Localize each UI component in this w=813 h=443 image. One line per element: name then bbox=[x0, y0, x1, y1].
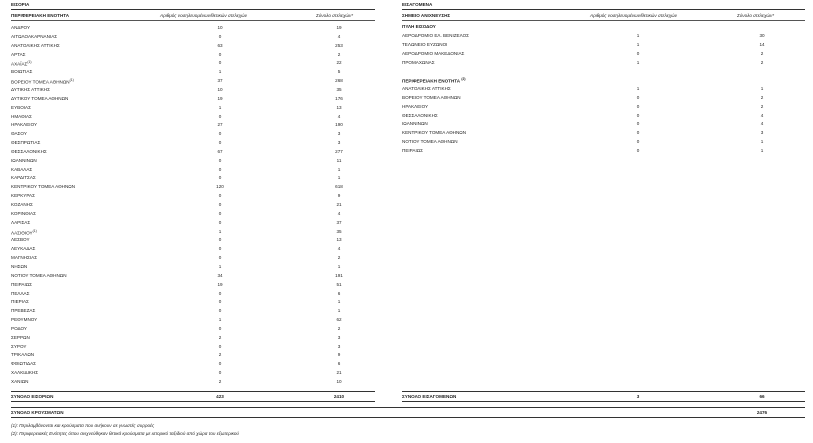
row-total-count: 3 bbox=[760, 130, 764, 136]
row-name: ΔΥΤΙΚΟΥ ΤΟΜΕΑ ΑΘΗΝΩΝ bbox=[11, 95, 69, 101]
table-row bbox=[11, 218, 375, 227]
row-name: ΝΗΣΩΝ bbox=[11, 263, 28, 269]
row-name: ΠΡΕΒΕΖΑΣ bbox=[11, 308, 36, 314]
row-name: ΘΑΣΟΥ bbox=[11, 131, 27, 137]
table-row bbox=[11, 23, 375, 32]
row-total-count: 3 bbox=[337, 334, 341, 340]
row-name: ΠΡΟΜΑΧΩΝΑΣ bbox=[402, 59, 435, 65]
row-name: ΠΕΛΛΑΣ bbox=[11, 290, 30, 296]
table-row bbox=[11, 129, 375, 138]
row-active-count: 0 bbox=[636, 121, 640, 127]
grand-total-bottom-rule bbox=[11, 417, 805, 418]
row-total-count: 6 bbox=[337, 361, 341, 367]
row-total-count: 21 bbox=[336, 202, 342, 207]
footnote-1: (1): Περιλαμβάνονται και κρούσματα που ανήκουν σε γνωστές συρροές bbox=[11, 423, 155, 428]
row-active-count: 120 bbox=[216, 184, 224, 190]
row-active-count: 19 bbox=[217, 281, 223, 287]
row-name: ΚΕΝΤΡΙΚΟΥ ΤΟΜΕΑ ΑΘΗΝΩΝ bbox=[402, 130, 467, 136]
row-active-count: 0 bbox=[218, 210, 222, 216]
row-total-count: 4 bbox=[337, 210, 341, 216]
table-row bbox=[11, 253, 375, 262]
row-active-count: 1 bbox=[636, 59, 640, 65]
row-name: ΚΑΒΑΛΑΣ bbox=[11, 166, 33, 172]
table-row bbox=[11, 244, 375, 253]
row-total-count: 11 bbox=[336, 157, 342, 163]
row-name: ΑΙΤΩΛΟΑΚΑΡΝΑΝΙΑΣ bbox=[11, 33, 58, 39]
row-name: ΠΕΙΡΑΙΩΣ bbox=[11, 281, 32, 287]
row-name: ΑΝΔΡΟΥ bbox=[11, 25, 31, 30]
row-total-count: 6 bbox=[337, 290, 341, 296]
left-total-active: 423 bbox=[216, 394, 224, 399]
table-row bbox=[402, 31, 805, 40]
left-col-region: ΠΕΡΙΦΕΡΕΙΑΚΗ ΕΝΟΤΗΤΑ bbox=[11, 13, 70, 18]
row-name: ΚΕΝΤΡΙΚΟΥ ΤΟΜΕΑ ΑΘΗΝΩΝ bbox=[11, 184, 76, 190]
row-active-count: 0 bbox=[218, 175, 222, 181]
row-active-count: 0 bbox=[636, 103, 640, 109]
row-name: ΛΕΣΒΟΥ bbox=[11, 237, 30, 243]
table-row bbox=[11, 67, 375, 76]
row-active-count: 0 bbox=[218, 140, 222, 146]
row-active-count: 0 bbox=[218, 361, 222, 367]
row-name: ΝΟΤΙΟΥ ΤΟΜΕΑ ΑΘΗΝΩΝ bbox=[11, 272, 67, 278]
row-active-count: 1 bbox=[636, 86, 640, 91]
row-total-count: 1 bbox=[337, 308, 341, 314]
row-active-count: 63 bbox=[217, 42, 223, 48]
left-col-total: Σύνολο στελεχών* bbox=[316, 13, 354, 18]
table-row bbox=[402, 146, 805, 155]
left-col-active: Αριθμός νοσηλευομένων/θετικών στελεχών bbox=[160, 13, 248, 18]
table-row bbox=[11, 182, 375, 191]
row-active-count: 0 bbox=[218, 157, 222, 163]
row-total-count: 4 bbox=[760, 112, 764, 118]
row-name: ΦΘΙΩΤΙΔΑΣ bbox=[11, 361, 37, 367]
row-active-count: 0 bbox=[218, 299, 222, 305]
row-name: ΒΟΙΩΤΙΑΣ bbox=[11, 69, 33, 75]
left-header-rule bbox=[11, 20, 375, 21]
row-active-count: 0 bbox=[218, 166, 222, 172]
row-total-count: 1 bbox=[337, 175, 341, 181]
row-active-count: 0 bbox=[218, 343, 222, 349]
row-total-count: 2 bbox=[337, 51, 341, 57]
left-total-bottom-rule bbox=[11, 401, 375, 402]
row-total-count: 37 bbox=[336, 219, 342, 225]
table-row bbox=[11, 58, 375, 67]
row-active-count: 27 bbox=[217, 122, 223, 128]
row-name: ΜΑΓΝΗΣΙΑΣ bbox=[11, 255, 38, 261]
row-total-count: 35 bbox=[336, 86, 342, 92]
row-total-count: 4 bbox=[760, 121, 764, 127]
table-row bbox=[11, 209, 375, 218]
row-active-count: 1 bbox=[636, 41, 640, 47]
row-total-count: 1 bbox=[760, 139, 764, 145]
row-name: ΠΙΕΡΙΑΣ bbox=[11, 299, 29, 305]
row-active-count: 0 bbox=[218, 60, 222, 66]
row-name: ΑΕΡΟΔΡΟΜΙΟ ΜΑΚΕΔΟΝΙΑΣ bbox=[402, 50, 465, 56]
row-total-count: 2 bbox=[760, 103, 764, 109]
row-total-count: 277 bbox=[335, 148, 343, 154]
row-active-count: 34 bbox=[217, 272, 223, 278]
row-total-count: 1 bbox=[760, 147, 764, 153]
row-total-count: 1 bbox=[760, 86, 764, 91]
row-total-count: 3 bbox=[337, 131, 341, 137]
row-name: ΚΑΡΔΙΤΣΑΣ bbox=[11, 175, 36, 181]
row-name: ΙΩΑΝΝΙΝΩΝ bbox=[11, 157, 37, 163]
row-total-count: 176 bbox=[335, 95, 343, 101]
row-active-count: 0 bbox=[218, 290, 222, 296]
row-active-count: 1 bbox=[218, 69, 222, 75]
row-name: ΒΟΡΕΙΟΥ ΤΟΜΕΑ ΑΘΗΝΩΝ bbox=[402, 94, 461, 100]
table-row bbox=[11, 85, 375, 94]
table-row bbox=[11, 271, 375, 280]
table-row bbox=[402, 128, 805, 137]
table-row bbox=[11, 147, 375, 156]
row-active-count: 0 bbox=[218, 325, 222, 331]
row-name: ΛΕΥΚΑΔΑΣ bbox=[11, 246, 36, 252]
table-row bbox=[11, 94, 375, 103]
row-name: ΚΟΡΙΝΘΙΑΣ bbox=[11, 210, 36, 216]
row-name: ΙΩΑΝΝΙΝΩΝ bbox=[402, 121, 428, 127]
table-row bbox=[11, 342, 375, 351]
table-row bbox=[402, 58, 805, 67]
row-active-count: 19 bbox=[217, 95, 223, 101]
row-active-count: 2 bbox=[218, 352, 222, 358]
table-row bbox=[402, 102, 805, 111]
footnote-2: (2): Περιφερειακές Ενότητες όπου ανιχνεύθηκαν θετικά κρούσματα με ιστορικό ταξιδιού από χώρα του εξωτερικού bbox=[11, 431, 239, 436]
row-total-count: 10 bbox=[336, 379, 342, 384]
row-active-count: 1 bbox=[636, 33, 640, 38]
table-row bbox=[11, 368, 375, 377]
table-row bbox=[11, 200, 375, 209]
row-active-count: 0 bbox=[218, 219, 222, 225]
row-name: ΚΕΡΚΥΡΑΣ bbox=[11, 193, 35, 199]
row-name: ΝΟΤΙΟΥ ΤΟΜΕΑ ΑΘΗΝΩΝ bbox=[402, 139, 458, 145]
row-name: ΣΕΡΡΩΝ bbox=[11, 334, 30, 340]
row-total-count: 3 bbox=[337, 343, 341, 349]
row-name: ΒΟΡΕΙΟΥ ΤΟΜΕΑ ΑΘΗΝΩΝ$^{(1)}$ bbox=[11, 78, 74, 85]
row-active-count: 0 bbox=[218, 131, 222, 137]
row-name: ΕΥΒΟΙΑΣ bbox=[11, 104, 31, 110]
left-top-rule bbox=[11, 9, 375, 10]
row-total-count: 2 bbox=[337, 325, 341, 331]
table-row bbox=[11, 41, 375, 50]
table-row bbox=[11, 350, 375, 359]
row-name: ΗΜΑΘΙΑΣ bbox=[11, 113, 32, 119]
row-active-count: 0 bbox=[218, 255, 222, 261]
row-active-count: 1 bbox=[218, 317, 222, 323]
row-name: ΑΝΑΤΟΛΙΚΗΣ ΑΤΤΙΚΗΣ bbox=[11, 42, 60, 48]
table-row bbox=[11, 120, 375, 129]
grand-total-value: 2476 bbox=[756, 410, 768, 415]
row-name: ΗΡΑΚΛΕΙΟΥ bbox=[11, 122, 38, 128]
row-name: ΑΝΑΤΟΛΙΚΗΣ ΑΤΤΙΚΗΣ bbox=[402, 86, 451, 91]
table-row bbox=[11, 315, 375, 324]
row-total-count: 268 bbox=[335, 78, 343, 84]
row-total-count: 4 bbox=[337, 33, 341, 39]
row-active-count: 0 bbox=[218, 193, 222, 199]
row-name: ΑΕΡΟΔΡΟΜΙΟ ΕΛ. ΒΕΝΙΖΕΛΟΣ bbox=[402, 33, 469, 38]
right-col-point: ΣΗΜΕΙΟ ΑΝΙΧΝΕΥΣΗΣ bbox=[402, 13, 451, 18]
row-active-count: 2 bbox=[218, 379, 222, 384]
table-row bbox=[11, 50, 375, 59]
right-total-label: ΣΥΝΟΛΟ ΕΙΣΑΓΟΜΕΝΩΝ bbox=[402, 394, 457, 399]
table-row bbox=[11, 235, 375, 244]
row-active-count: 0 bbox=[636, 94, 640, 100]
row-total-count: 2 bbox=[760, 94, 764, 100]
table-row bbox=[11, 333, 375, 342]
right-col-total: Σύνολο στελεχών* bbox=[737, 13, 775, 18]
right-section-title: ΕΙΣΑΓΟΜΕΝΑ bbox=[402, 2, 433, 7]
table-row bbox=[402, 93, 805, 102]
row-total-count: 13 bbox=[336, 237, 342, 243]
table-row bbox=[11, 103, 375, 112]
row-total-count: 30 bbox=[759, 33, 765, 38]
grand-total-top-rule bbox=[11, 407, 805, 408]
table-row bbox=[11, 227, 375, 236]
row-total-count: 191 bbox=[335, 272, 343, 278]
row-name: ΚΟΖΑΝΗΣ bbox=[11, 202, 33, 207]
right-top-rule bbox=[402, 9, 805, 10]
row-name: ΤΡΙΚΑΛΩΝ bbox=[11, 352, 35, 358]
table-row bbox=[11, 165, 375, 174]
row-name: ΘΕΣΣΑΛΟΝΙΚΗΣ bbox=[11, 148, 47, 154]
row-total-count: 62 bbox=[336, 317, 342, 323]
row-name: ΧΑΛΚΙΔΙΚΗΣ bbox=[11, 370, 39, 376]
row-active-count: 0 bbox=[636, 112, 640, 118]
row-name: ΡΟΔΟΥ bbox=[11, 325, 28, 331]
row-name: ΘΕΣΠΡΩΤΙΑΣ bbox=[11, 140, 41, 146]
row-active-count: 0 bbox=[636, 139, 640, 145]
row-total-count: 3 bbox=[337, 140, 341, 146]
right-group1-title: ΠΥΛΗ ΕΙΣΟΔΟΥ bbox=[402, 24, 436, 29]
left-section-title: ΕΙΣΟΡΙΑ bbox=[11, 2, 30, 7]
table-row bbox=[402, 84, 805, 93]
table-row bbox=[402, 111, 805, 120]
row-total-count: 253 bbox=[335, 42, 343, 48]
table-row bbox=[11, 324, 375, 333]
row-name: ΤΕΛΩΝΕΙΟ ΕΥΖΩΝΟΙ bbox=[402, 41, 448, 47]
table-row bbox=[11, 173, 375, 182]
table-row bbox=[11, 112, 375, 121]
row-total-count: 190 bbox=[335, 122, 343, 128]
row-name: ΑΡΤΑΣ bbox=[11, 51, 26, 57]
row-active-count: 0 bbox=[218, 370, 222, 376]
row-name: ΣΥΡΟΥ bbox=[11, 343, 27, 349]
row-total-count: 51 bbox=[336, 281, 342, 287]
row-total-count: 21 bbox=[336, 370, 342, 376]
row-total-count: 2 bbox=[337, 255, 341, 261]
row-active-count: 10 bbox=[217, 25, 223, 30]
row-total-count: 1 bbox=[337, 166, 341, 172]
row-total-count: 13 bbox=[336, 104, 342, 110]
row-total-count: 19 bbox=[336, 25, 342, 30]
right-group2-title: ΠΕΡΙΦΕΡΕΙΑΚΗ ΕΝΟΤΗΤΑ $^{(2)}$ bbox=[402, 77, 466, 84]
right-col-active: Αριθμός νοσηλευομένων/θετικών στελεχών bbox=[590, 13, 678, 18]
row-active-count: 0 bbox=[636, 50, 640, 56]
table-row bbox=[402, 40, 805, 49]
table-row bbox=[402, 49, 805, 58]
row-total-count: 1 bbox=[337, 299, 341, 305]
row-total-count: 5 bbox=[337, 69, 341, 75]
table-row bbox=[11, 289, 375, 298]
table-row bbox=[11, 377, 375, 386]
row-active-count: 1 bbox=[218, 263, 222, 269]
row-active-count: 2 bbox=[218, 334, 222, 340]
row-name: ΗΡΑΚΛΕΙΟΥ bbox=[402, 103, 429, 109]
table-row bbox=[11, 280, 375, 289]
table-row bbox=[11, 156, 375, 165]
row-name: ΔΥΤΙΚΗΣ ΑΤΤΙΚΗΣ bbox=[11, 86, 50, 92]
right-header-rule bbox=[402, 20, 805, 21]
row-total-count: 2 bbox=[760, 59, 764, 65]
row-total-count: 35 bbox=[336, 228, 342, 234]
row-total-count: 9 bbox=[337, 193, 341, 199]
row-name: ΑΧΑΪΑΣ$^{(1)}$ bbox=[11, 60, 32, 67]
row-active-count: 0 bbox=[218, 237, 222, 243]
row-active-count: 0 bbox=[218, 33, 222, 39]
left-total-all: 2410 bbox=[333, 394, 345, 399]
row-name: ΛΑΣΙΘΙΟΥ$^{(1)}$ bbox=[11, 228, 37, 236]
row-active-count: 0 bbox=[218, 51, 222, 57]
row-total-count: 9 bbox=[337, 352, 341, 358]
row-active-count: 0 bbox=[218, 202, 222, 207]
right-total-bottom-rule bbox=[402, 401, 805, 402]
table-row bbox=[11, 359, 375, 368]
row-active-count: 0 bbox=[636, 130, 640, 136]
table-row bbox=[11, 306, 375, 315]
row-total-count: 2 bbox=[760, 50, 764, 56]
table-row bbox=[11, 191, 375, 200]
table-row bbox=[11, 32, 375, 41]
table-row bbox=[11, 297, 375, 306]
row-total-count: 4 bbox=[337, 246, 341, 252]
row-total-count: 4 bbox=[337, 113, 341, 119]
right-total-active: 3 bbox=[636, 394, 640, 399]
row-name: ΧΑΝΙΩΝ bbox=[11, 379, 29, 384]
row-name: ΛΑΡΙΣΑΣ bbox=[11, 219, 31, 225]
row-name: ΡΕΘΥΜΝΟΥ bbox=[11, 317, 38, 323]
row-active-count: 1 bbox=[218, 228, 222, 234]
row-active-count: 0 bbox=[218, 113, 222, 119]
row-name: ΘΕΣΣΑΛΟΝΙΚΗΣ bbox=[402, 112, 438, 118]
right-total-all: 66 bbox=[759, 394, 765, 399]
table-row bbox=[11, 138, 375, 147]
row-active-count: 1 bbox=[218, 104, 222, 110]
row-active-count: 37 bbox=[217, 78, 223, 84]
row-name: ΠΕΙΡΑΙΩΣ bbox=[402, 147, 423, 153]
row-active-count: 67 bbox=[217, 148, 223, 154]
left-total-label: ΣΥΝΟΛΟ ΕΙΣΟΡΙΩΝ bbox=[11, 394, 54, 399]
row-total-count: 22 bbox=[336, 60, 342, 66]
row-active-count: 10 bbox=[217, 86, 223, 92]
table-row bbox=[402, 119, 805, 128]
row-total-count: 14 bbox=[759, 41, 765, 47]
row-active-count: 0 bbox=[636, 147, 640, 153]
table-row bbox=[11, 262, 375, 271]
table-row bbox=[11, 76, 375, 85]
row-active-count: 0 bbox=[218, 308, 222, 314]
row-active-count: 0 bbox=[218, 246, 222, 252]
row-total-count: 1 bbox=[337, 263, 341, 269]
table-row bbox=[402, 137, 805, 146]
grand-total-label: ΣΥΝΟΛΟ ΚΡΟΥΣΜΑΤΩΝ bbox=[11, 410, 64, 415]
row-total-count: 618 bbox=[335, 184, 343, 190]
